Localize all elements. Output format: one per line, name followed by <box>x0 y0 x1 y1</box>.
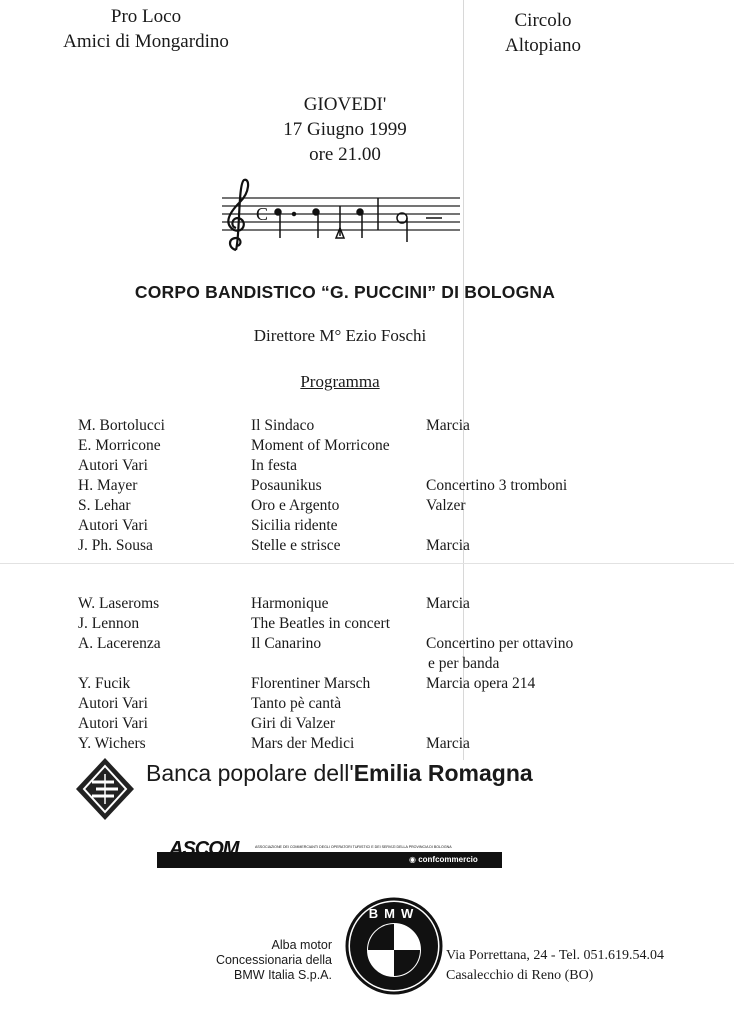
composer: E. Morricone <box>78 437 161 454</box>
piece-title: Moment of Morricone <box>251 437 390 454</box>
header-right <box>468 8 618 58</box>
piece-title: Il Canarino <box>251 635 322 652</box>
composer: M. Bortolucci <box>78 417 165 434</box>
piece-note: Marcia <box>426 735 470 752</box>
piece-note: Valzer <box>426 497 466 514</box>
piece-title: Tanto pè cantà <box>251 695 342 712</box>
ascom-subtitle: ASSOCIAZIONE DEI COMMERCIANTI DEGLI OPERATORI TURISTICI E DEI SERVIZI DELLA PROVINCIA DI BOLOGNA <box>255 845 452 849</box>
fold-line-horizontal <box>0 563 734 564</box>
piece-title: Sicilia ridente <box>251 517 338 534</box>
header-left <box>36 4 256 54</box>
composer: Autori Vari <box>78 695 148 712</box>
alba-motor-block <box>170 938 332 983</box>
composer: Y. Fucik <box>78 675 131 692</box>
bank-name <box>146 760 533 787</box>
piece-title: Mars der Medici <box>251 735 355 752</box>
piece-title: Il Sindaco <box>251 417 315 434</box>
alba-line2: Concessionaria della <box>215 953 332 967</box>
piece-note: Concertino per ottavino <box>426 635 574 652</box>
header-left-line2: Amici di Mongardino <box>63 31 229 52</box>
piece-note: Marcia <box>426 595 470 612</box>
composer: Y. Wichers <box>78 735 146 752</box>
piece-note-continued: e per banda <box>428 655 500 672</box>
bmw-logo-text: BMW <box>368 906 420 921</box>
piece-note: Marcia <box>426 537 470 554</box>
composer: Autori Vari <box>78 517 148 534</box>
address-line1: Via Porrettana, 24 - Tel. 051.619.54.04 <box>446 948 664 963</box>
event-time: ore 21.00 <box>309 144 381 165</box>
director-line: Direttore M° Ezio Foschi <box>253 326 427 345</box>
bank-name-bold: Emilia Romagna <box>353 760 533 786</box>
composer: H. Mayer <box>78 477 138 494</box>
piece-note: Marcia opera 214 <box>426 675 536 692</box>
svg-text:C: C <box>256 204 269 224</box>
composer: A. Lacerenza <box>78 635 161 652</box>
alba-line3: BMW Italia S.p.A. <box>234 968 332 982</box>
alba-line1: Alba motor <box>271 938 332 952</box>
composer: S. Lehar <box>78 497 131 514</box>
confcommercio-label <box>409 855 478 864</box>
header-right-line1: Circolo <box>514 10 572 31</box>
piece-title: Oro e Argento <box>251 497 340 514</box>
ascom-banner <box>157 838 502 868</box>
bmw-roundel-logo-icon <box>344 896 444 996</box>
piece-title: The Beatles in concert <box>251 615 391 632</box>
header-left-line1: Pro Loco <box>110 6 182 27</box>
composer: Autori Vari <box>78 715 148 732</box>
dealer-address <box>446 946 664 986</box>
piece-note: Concertino 3 tromboni <box>426 477 568 494</box>
bank-name-prefix: Banca popolare dell' <box>146 760 354 786</box>
composer: J. Lennon <box>78 615 140 632</box>
music-staff-icon <box>218 176 464 256</box>
composer: J. Ph. Sousa <box>78 537 153 554</box>
piece-title: Stelle e strisce <box>251 537 341 554</box>
piece-title: Florentiner Marsch <box>251 675 371 692</box>
composer: Autori Vari <box>78 457 148 474</box>
event-day: GIOVEDI' <box>303 94 387 115</box>
confcommercio-text: confcommercio <box>418 855 478 864</box>
bank-diamond-logo-icon <box>74 756 136 822</box>
piece-title: Posaunikus <box>251 477 322 494</box>
piece-title: Harmonique <box>251 595 329 612</box>
address-line2: Casalecchio di Reno (BO) <box>446 968 594 983</box>
composer: W. Laseroms <box>78 595 160 612</box>
piece-note: Marcia <box>426 417 470 434</box>
header-right-line2: Altopiano <box>505 35 581 56</box>
event-date-block <box>220 92 470 167</box>
ascom-logo: ASCOM <box>169 838 239 860</box>
confcommercio-icon: ◉ <box>409 855 419 864</box>
band-title: CORPO BANDISTICO “G. PUCCINI” DI BOLOGNA <box>134 282 556 302</box>
piece-title: In festa <box>251 457 298 474</box>
programma-heading: Programma <box>300 372 380 391</box>
piece-title: Giri di Valzer <box>251 715 336 732</box>
event-date: 17 Giugno 1999 <box>283 119 407 140</box>
